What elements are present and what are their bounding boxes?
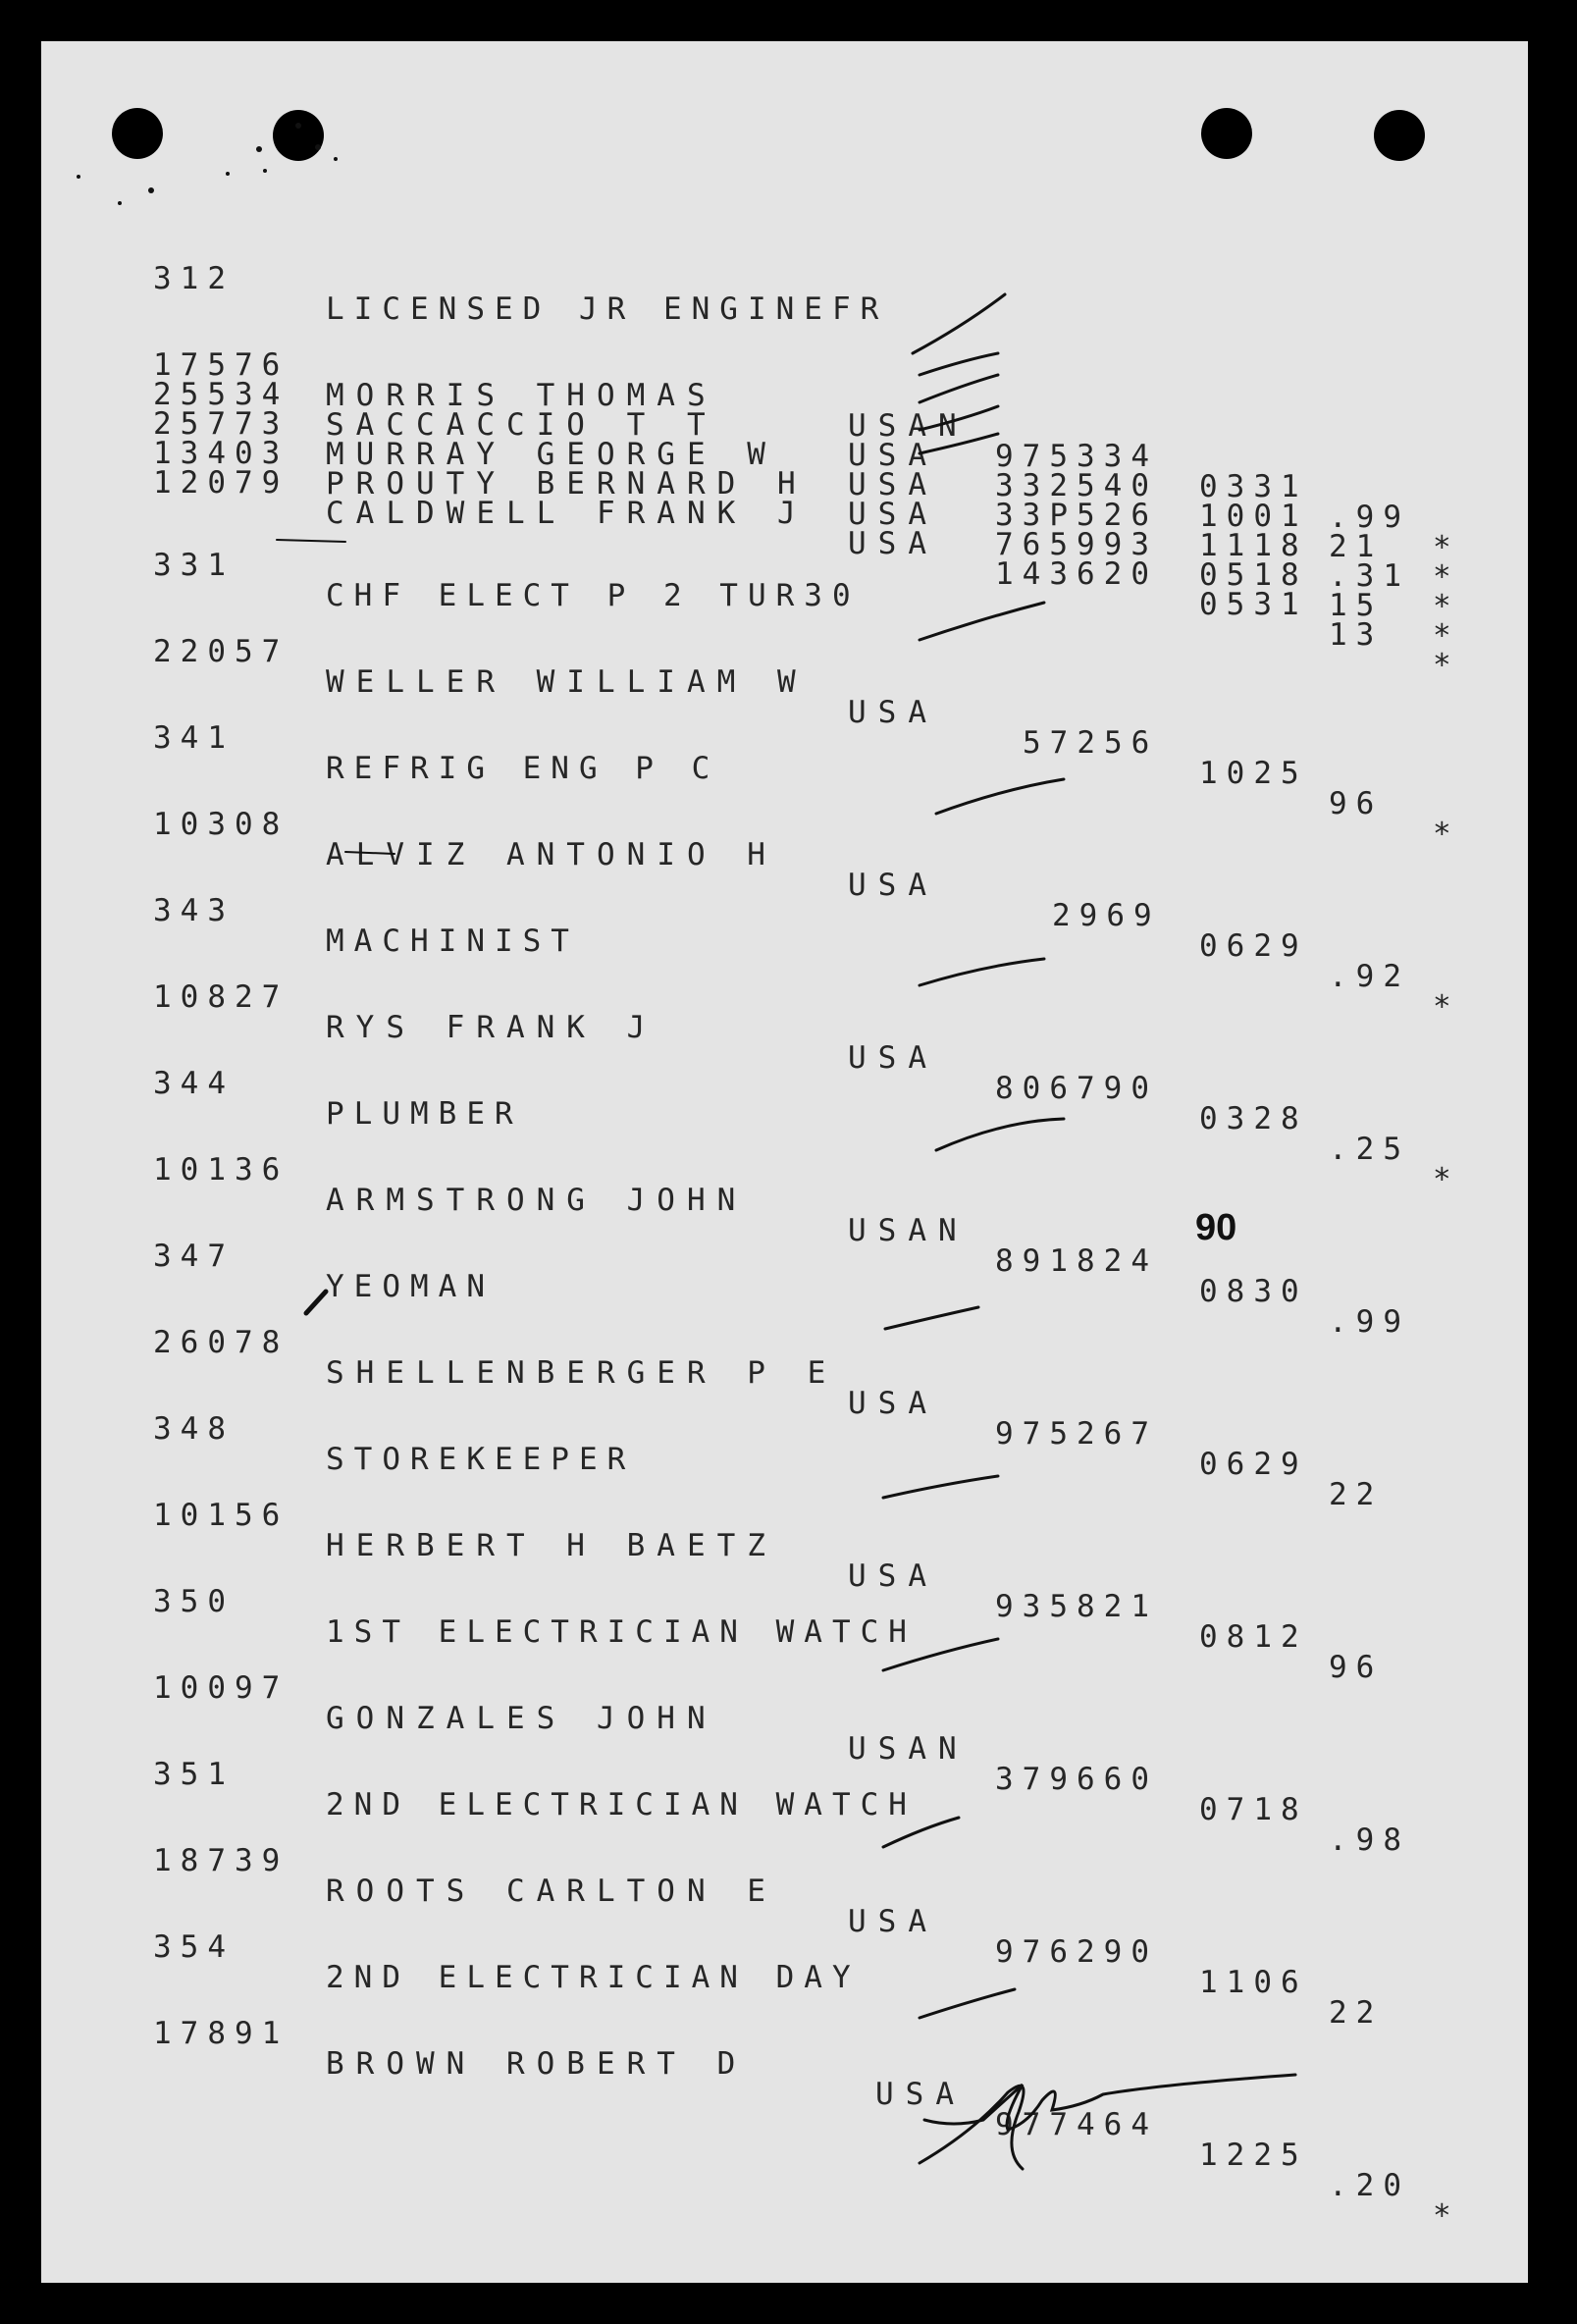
- employee-name: HERBERT H BAETZ: [326, 1528, 777, 1563]
- nationality: USAN: [848, 408, 969, 444]
- employee-name: MORRIS THOMAS: [326, 378, 717, 413]
- employee-id: 10156: [153, 1498, 289, 1533]
- nationality: USA: [848, 1558, 938, 1594]
- employee-id: 13403: [153, 436, 289, 471]
- employee-id: 25773: [153, 406, 289, 442]
- section-code: 331: [153, 548, 235, 583]
- handwritten-marks: [41, 41, 1528, 2283]
- employee-name: WELLER WILLIAM W: [326, 664, 808, 700]
- date-code: 1025: [1199, 756, 1308, 791]
- asterisk-mark: *: [1433, 2198, 1453, 2234]
- value: .92: [1329, 959, 1410, 994]
- value: .25: [1329, 1132, 1410, 1167]
- employee-name: ALVIZ ANTONIO H: [326, 837, 777, 872]
- nationality: USA: [848, 868, 938, 903]
- section-code: 354: [153, 1929, 235, 1965]
- employee-id: 10827: [153, 979, 289, 1015]
- reference-number: 975267: [995, 1416, 1158, 1452]
- value: .20: [1329, 2168, 1410, 2203]
- employee-id: 26078: [153, 1325, 289, 1360]
- employee-id: 10097: [153, 1670, 289, 1706]
- section-code: 312: [153, 261, 235, 296]
- reference-number: 332540: [995, 468, 1158, 503]
- value: 15: [1329, 588, 1384, 623]
- document-page: [41, 41, 1528, 2283]
- employee-name: GONZALES JOHN: [326, 1701, 717, 1736]
- section-title: CHF ELECT P 2 TUR30: [326, 578, 861, 613]
- nationality: USA: [848, 526, 938, 561]
- asterisk-mark: *: [1433, 559, 1453, 595]
- value: 96: [1329, 1650, 1384, 1685]
- value: 13: [1329, 617, 1384, 653]
- employee-name: SACCACCIO T T: [326, 407, 717, 443]
- nationality: USA: [848, 1040, 938, 1076]
- reference-number: 806790: [995, 1071, 1158, 1106]
- section-code: 351: [153, 1757, 235, 1792]
- employee-id: 10308: [153, 807, 289, 842]
- reference-number: 143620: [995, 556, 1158, 592]
- employee-id: 10136: [153, 1152, 289, 1188]
- reference-number: 935821: [995, 1589, 1158, 1624]
- section-title: MACHINIST: [326, 924, 579, 959]
- value: 22: [1329, 1477, 1384, 1512]
- employee-id: 12079: [153, 465, 289, 501]
- employee-name: SHELLENBERGER P E: [326, 1355, 838, 1391]
- section-code: 350: [153, 1584, 235, 1619]
- employee-id: 17576: [153, 347, 289, 383]
- handwritten-number: 90: [1195, 1207, 1237, 1248]
- section-title: 2ND ELECTRICIAN WATCH: [326, 1787, 917, 1822]
- section-title: 1ST ELECTRICIAN WATCH: [326, 1614, 917, 1650]
- date-code: 0718: [1199, 1792, 1308, 1827]
- nationality: USAN: [848, 1213, 969, 1248]
- section-code: 347: [153, 1239, 235, 1274]
- asterisk-mark: *: [1433, 648, 1453, 683]
- date-code: 0830: [1199, 1274, 1308, 1309]
- date-code: 0328: [1199, 1101, 1308, 1136]
- value: .98: [1329, 1822, 1410, 1858]
- employee-id: 17891: [153, 2016, 289, 2051]
- section-code: 348: [153, 1411, 235, 1447]
- employee-name: CALDWELL FRANK J: [326, 496, 808, 531]
- employee-id: 25534: [153, 377, 289, 412]
- asterisk-mark: *: [1433, 530, 1453, 565]
- value: 21: [1329, 529, 1384, 564]
- date-code: 0812: [1199, 1619, 1308, 1655]
- date-code: 1118: [1199, 528, 1308, 563]
- reference-number: 891824: [995, 1243, 1158, 1279]
- nationality: USAN: [848, 1731, 969, 1767]
- section-code: 344: [153, 1066, 235, 1101]
- section-title: 2ND ELECTRICIAN DAY: [326, 1960, 861, 1995]
- employee-id: 18739: [153, 1843, 289, 1878]
- value: .99: [1329, 500, 1410, 535]
- employee-name: PROUTY BERNARD H: [326, 466, 808, 502]
- date-code: 1106: [1199, 1965, 1308, 2000]
- value: .31: [1329, 558, 1410, 594]
- value: 96: [1329, 786, 1384, 821]
- employee-name: MURRAY GEORGE W: [326, 437, 777, 472]
- section-code: 343: [153, 893, 235, 928]
- nationality: USA: [875, 2077, 966, 2112]
- reference-number: 33P526: [995, 498, 1158, 533]
- section-title: PLUMBER: [326, 1096, 523, 1132]
- employee-name: ROOTS CARLTON E: [326, 1874, 777, 1909]
- date-code: 0629: [1199, 928, 1308, 964]
- date-code: 0531: [1199, 587, 1308, 622]
- reference-number: 975334: [995, 439, 1158, 474]
- asterisk-mark: *: [1433, 1162, 1453, 1197]
- asterisk-mark: *: [1433, 589, 1453, 624]
- reference-number: 2969: [1052, 898, 1161, 933]
- nationality: USA: [848, 438, 938, 473]
- nationality: USA: [848, 467, 938, 502]
- section-code: 341: [153, 720, 235, 756]
- employee-name: RYS FRANK J: [326, 1010, 657, 1045]
- asterisk-mark: *: [1433, 989, 1453, 1025]
- date-code: 1001: [1199, 499, 1308, 534]
- reference-number: 379660: [995, 1762, 1158, 1797]
- section-title: REFRIG ENG P C: [326, 751, 720, 786]
- reference-number: 57256: [1023, 725, 1159, 761]
- section-title: YEOMAN: [326, 1269, 495, 1304]
- date-code: 0331: [1199, 469, 1308, 504]
- reference-number: 976290: [995, 1934, 1158, 1970]
- date-code: 0518: [1199, 557, 1308, 593]
- reference-number: 765993: [995, 527, 1158, 562]
- section-title: STOREKEEPER: [326, 1442, 636, 1477]
- asterisk-mark: *: [1433, 618, 1453, 654]
- reference-number: 977464: [995, 2107, 1158, 2142]
- nationality: USA: [848, 497, 938, 532]
- nationality: USA: [848, 1904, 938, 1939]
- employee-name: BROWN ROBERT D: [326, 2046, 748, 2082]
- employee-name: ARMSTRONG JOHN: [326, 1183, 748, 1218]
- date-code: 1225: [1199, 2138, 1308, 2173]
- section-title: LICENSED JR ENGINEFR: [326, 291, 889, 327]
- date-code: 0629: [1199, 1447, 1308, 1482]
- employee-id: 22057: [153, 634, 289, 669]
- value: .99: [1329, 1304, 1410, 1340]
- nationality: USA: [848, 1386, 938, 1421]
- value: 22: [1329, 1995, 1384, 2031]
- nationality: USA: [848, 695, 938, 730]
- asterisk-mark: *: [1433, 817, 1453, 852]
